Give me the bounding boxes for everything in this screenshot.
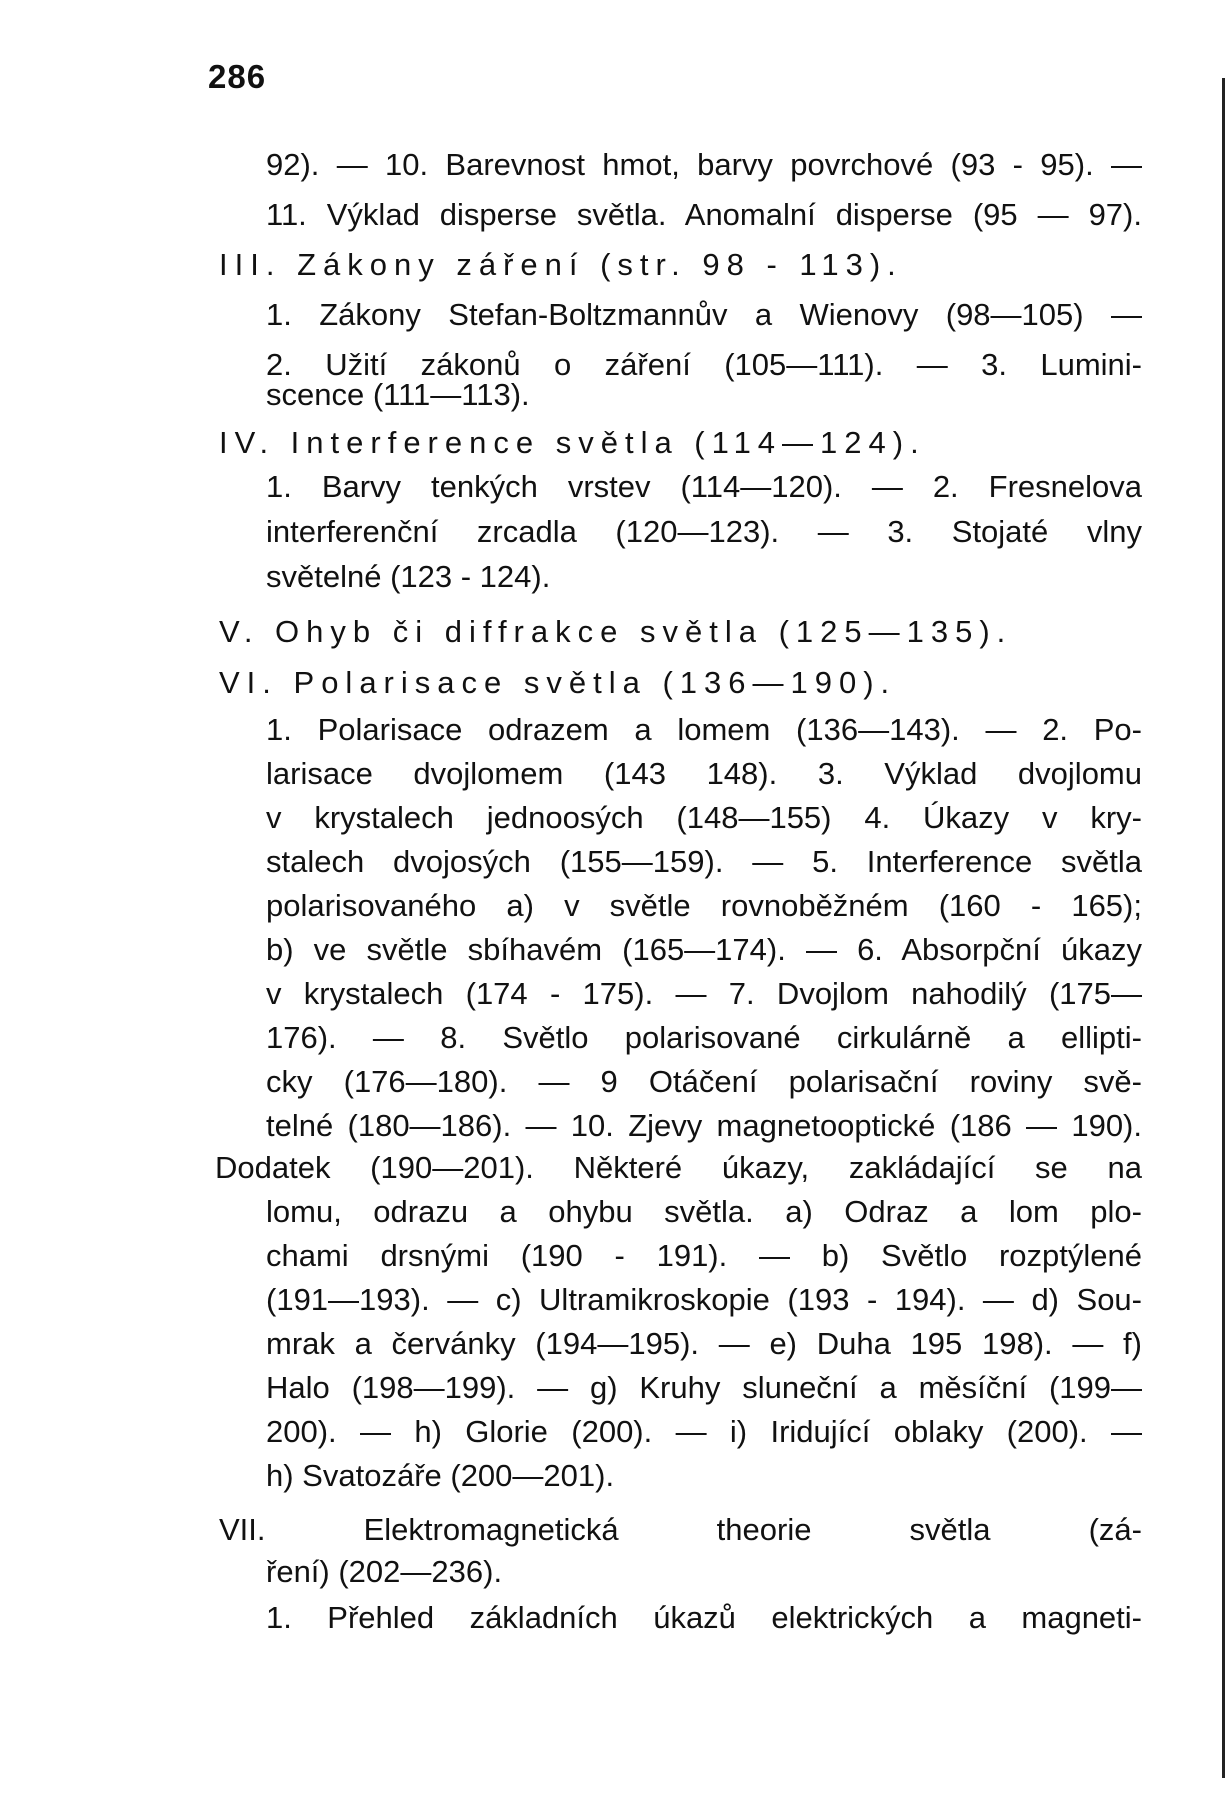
toc-line: lomu, odrazu a ohybu světla. a) Odraz a lom plo- — [266, 1194, 1142, 1229]
toc-line: interferenční zrcadla (120—123). — 3. Stojaté vlny — [266, 514, 1142, 549]
section-heading: V. Ohyb či diffrakce světla (125—135). — [219, 614, 1013, 649]
section-heading: VII. Elektromagnetická theorie světla (zá- — [219, 1512, 1142, 1547]
toc-line: h) Svatozáře (200—201). — [266, 1458, 615, 1493]
toc-line: polarisovaného a) v světle rovnoběžném (160 - 165); — [266, 888, 1142, 923]
section-heading: III. Zákony záření (str. 98 - 113). — [219, 247, 903, 282]
toc-line: 11. Výklad disperse světla. Anomalní disperse (95 — 97). — [266, 197, 1142, 232]
appendix-heading: Dodatek (190—201). Některé úkazy, zakládající se na — [215, 1150, 1142, 1185]
toc-line: 1. Zákony Stefan-Boltzmannův a Wienovy (98—105) — — [266, 297, 1142, 332]
toc-line: ření) (202—236). — [266, 1554, 503, 1589]
toc-line: b) ve světle sbíhavém (165—174). — 6. Absorpční úkazy — [266, 932, 1142, 967]
toc-line: Halo (198—199). — g) Kruhy sluneční a měsíční (199— — [266, 1370, 1142, 1405]
toc-line: 176). — 8. Světlo polarisované cirkulárně a ellipti- — [266, 1020, 1142, 1055]
toc-line: 1. Polarisace odrazem a lomem (136—143). — 2. Po- — [266, 712, 1142, 747]
toc-line: scence (111—113). — [266, 377, 530, 412]
toc-line: cky (176—180). — 9 Otáčení polarisační roviny svě- — [266, 1064, 1142, 1099]
toc-line: 92). — 10. Barevnost hmot, barvy povrchové (93 - 95). — — [266, 147, 1142, 182]
page-edge-line — [1222, 78, 1225, 1778]
page-number: 286 — [208, 58, 267, 95]
toc-line: mrak a červánky (194—195). — e) Duha 195 198). — f) — [266, 1326, 1142, 1361]
section-heading: IV. Interference světla (114—124). — [219, 425, 926, 460]
toc-line: chami drsnými (190 - 191). — b) Světlo rozptýlené — [266, 1238, 1142, 1273]
toc-line: telné (180—186). — 10. Zjevy magnetooptické (186 — 190). — [266, 1108, 1142, 1143]
toc-line: 1. Barvy tenkých vrstev (114—120). — 2. Fresnelova — [266, 469, 1142, 504]
toc-line: v krystalech jednoosých (148—155) 4. Úkazy v kry- — [266, 800, 1142, 835]
toc-line: v krystalech (174 - 175). — 7. Dvojlom nahodilý (175— — [266, 976, 1142, 1011]
toc-line: 200). — h) Glorie (200). — i) Iridující oblaky (200). — — [266, 1414, 1142, 1449]
toc-line: stalech dvojosých (155—159). — 5. Interference světla — [266, 844, 1142, 879]
toc-line: larisace dvojlomem (143 148). 3. Výklad dvojlomu — [266, 756, 1142, 791]
toc-line: 2. Užití zákonů o záření (105—111). — 3. Lumini- — [266, 347, 1142, 382]
toc-line: (191—193). — c) Ultramikroskopie (193 - 194). — d) Sou- — [266, 1282, 1142, 1317]
toc-line: světelné (123 - 124). — [266, 559, 551, 594]
toc-line: 1. Přehled základních úkazů elektrických a magneti- — [266, 1600, 1142, 1635]
section-heading: VI. Polarisace světla (136—190). — [219, 665, 897, 700]
